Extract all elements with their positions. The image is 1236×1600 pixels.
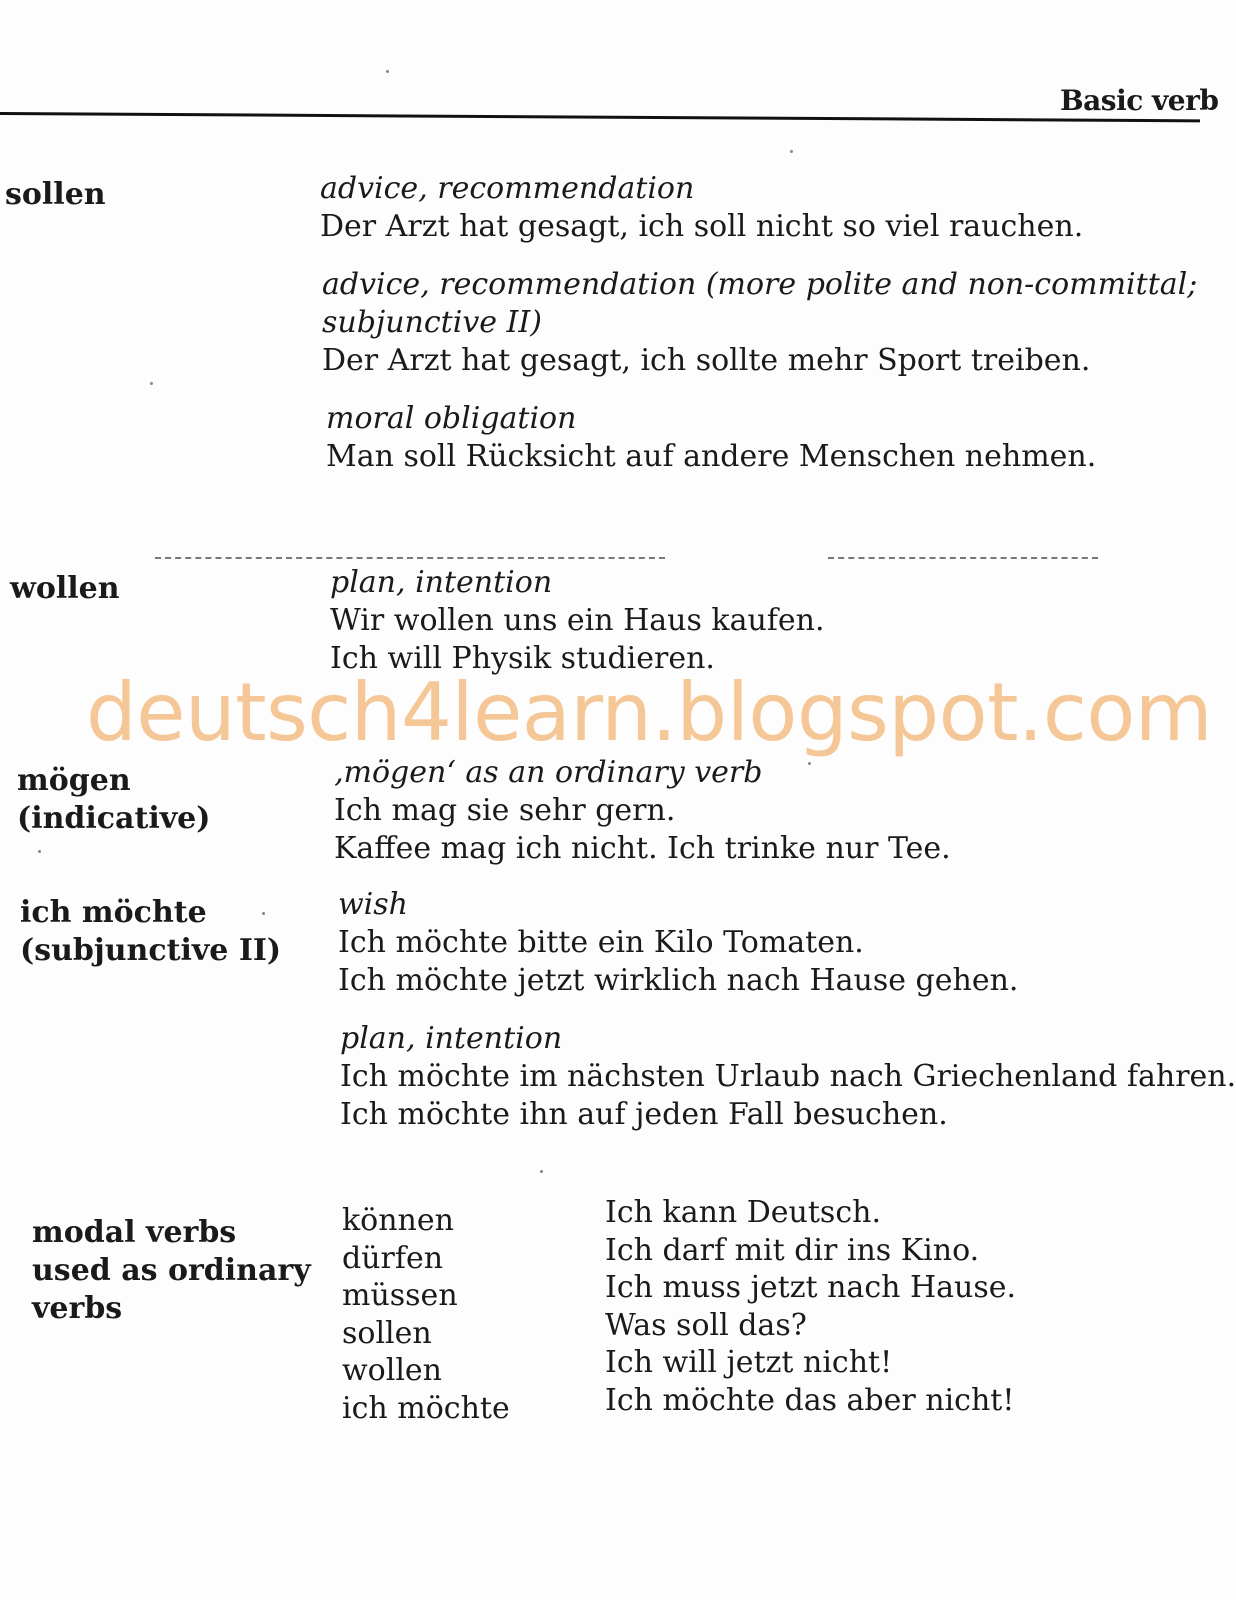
scan-speck (150, 382, 153, 385)
watermark: deutsch4learn.blogspot.com (86, 666, 1213, 759)
term-line: (indicative) (17, 801, 211, 836)
term-line: used as ordinary (32, 1253, 311, 1288)
usage-example: Man soll Rücksicht auf andere Menschen nehmen. (326, 439, 1097, 474)
usage-example: Ich möchte im nächsten Urlaub nach Griechenland fahren. (340, 1059, 1236, 1094)
term-sollen (5, 176, 106, 214)
usage-example: Ich möchte jetzt wirklich nach Hause gehen. (338, 963, 1019, 998)
scan-speck (38, 850, 41, 853)
term-line: modal verbs (32, 1215, 237, 1250)
usage-example: Kaffee mag ich nicht. Ich trinke nur Tee. (334, 831, 951, 866)
usage-category: ‚mögen‘ as an ordinary verb (334, 755, 763, 790)
usage-example: Ich will Physik studieren. (330, 641, 715, 676)
term-moechte (20, 894, 281, 970)
usage-block (326, 400, 1096, 476)
scan-speck (808, 762, 811, 765)
modal-example: Ich kann Deutsch. (605, 1195, 881, 1230)
scan-speck (790, 150, 793, 153)
usage-example: Ich möchte bitte ein Kilo Tomaten. (338, 925, 864, 960)
modal-example-list (605, 1194, 1016, 1419)
term-line: mögen (17, 763, 131, 798)
section-divider (155, 557, 665, 559)
term-line: wollen (10, 571, 120, 606)
modal-verb-list (342, 1202, 510, 1427)
term-wollen (10, 570, 120, 608)
modal-example: Ich muss jetzt nach Hause. (605, 1270, 1017, 1305)
modal-verb: wollen (342, 1353, 443, 1388)
usage-example: Der Arzt hat gesagt, ich sollte mehr Sport treiben. (322, 343, 1091, 378)
header-rule (0, 112, 1200, 122)
term-line: ich möchte (20, 895, 207, 930)
usage-block (330, 564, 825, 678)
usage-example: Der Arzt hat gesagt, ich soll nicht so viel rauchen. (320, 209, 1084, 244)
modal-verb: können (342, 1203, 454, 1238)
usage-example: Wir wollen uns ein Haus kaufen. (330, 603, 825, 638)
scan-speck (540, 1170, 543, 1173)
usage-category: moral obligation (326, 401, 577, 436)
usage-category: advice, recommendation (more polite and non-committal; (322, 267, 1198, 302)
modal-verb: dürfen (342, 1240, 444, 1276)
modal-example: Was soll das? (605, 1307, 807, 1343)
modal-example: Ich will jetzt nicht! (605, 1345, 893, 1380)
usage-block (320, 170, 1083, 246)
term-line: (subjunctive II) (20, 933, 282, 968)
term-line: verbs (32, 1291, 123, 1326)
usage-block (334, 754, 951, 868)
term-moegen (17, 762, 210, 838)
modal-verb: müssen (342, 1278, 458, 1313)
modal-example: Ich möchte das aber nicht! (605, 1382, 1015, 1418)
section-divider (828, 557, 1098, 559)
usage-category: plan, intention (330, 565, 553, 600)
usage-block (338, 886, 1018, 1000)
term-line: sollen (5, 177, 106, 212)
usage-category: subjunctive II) (322, 305, 542, 340)
scan-speck (386, 70, 389, 73)
term-modal-verbs (32, 1214, 311, 1328)
usage-category: wish (338, 887, 408, 922)
usage-example: Ich möchte ihn auf jeden Fall besuchen. (340, 1097, 948, 1132)
usage-block (322, 266, 1197, 380)
running-header: Basic verb (1060, 84, 1219, 117)
modal-verb: ich möchte (342, 1390, 510, 1426)
modal-example: Ich darf mit dir ins Kino. (605, 1232, 980, 1268)
usage-example: Ich mag sie sehr gern. (334, 793, 676, 828)
scan-speck (262, 912, 265, 915)
usage-category: plan, intention (340, 1021, 563, 1056)
usage-category: advice, recommendation (320, 171, 695, 206)
modal-verb: sollen (342, 1315, 432, 1351)
usage-block (340, 1020, 1236, 1134)
